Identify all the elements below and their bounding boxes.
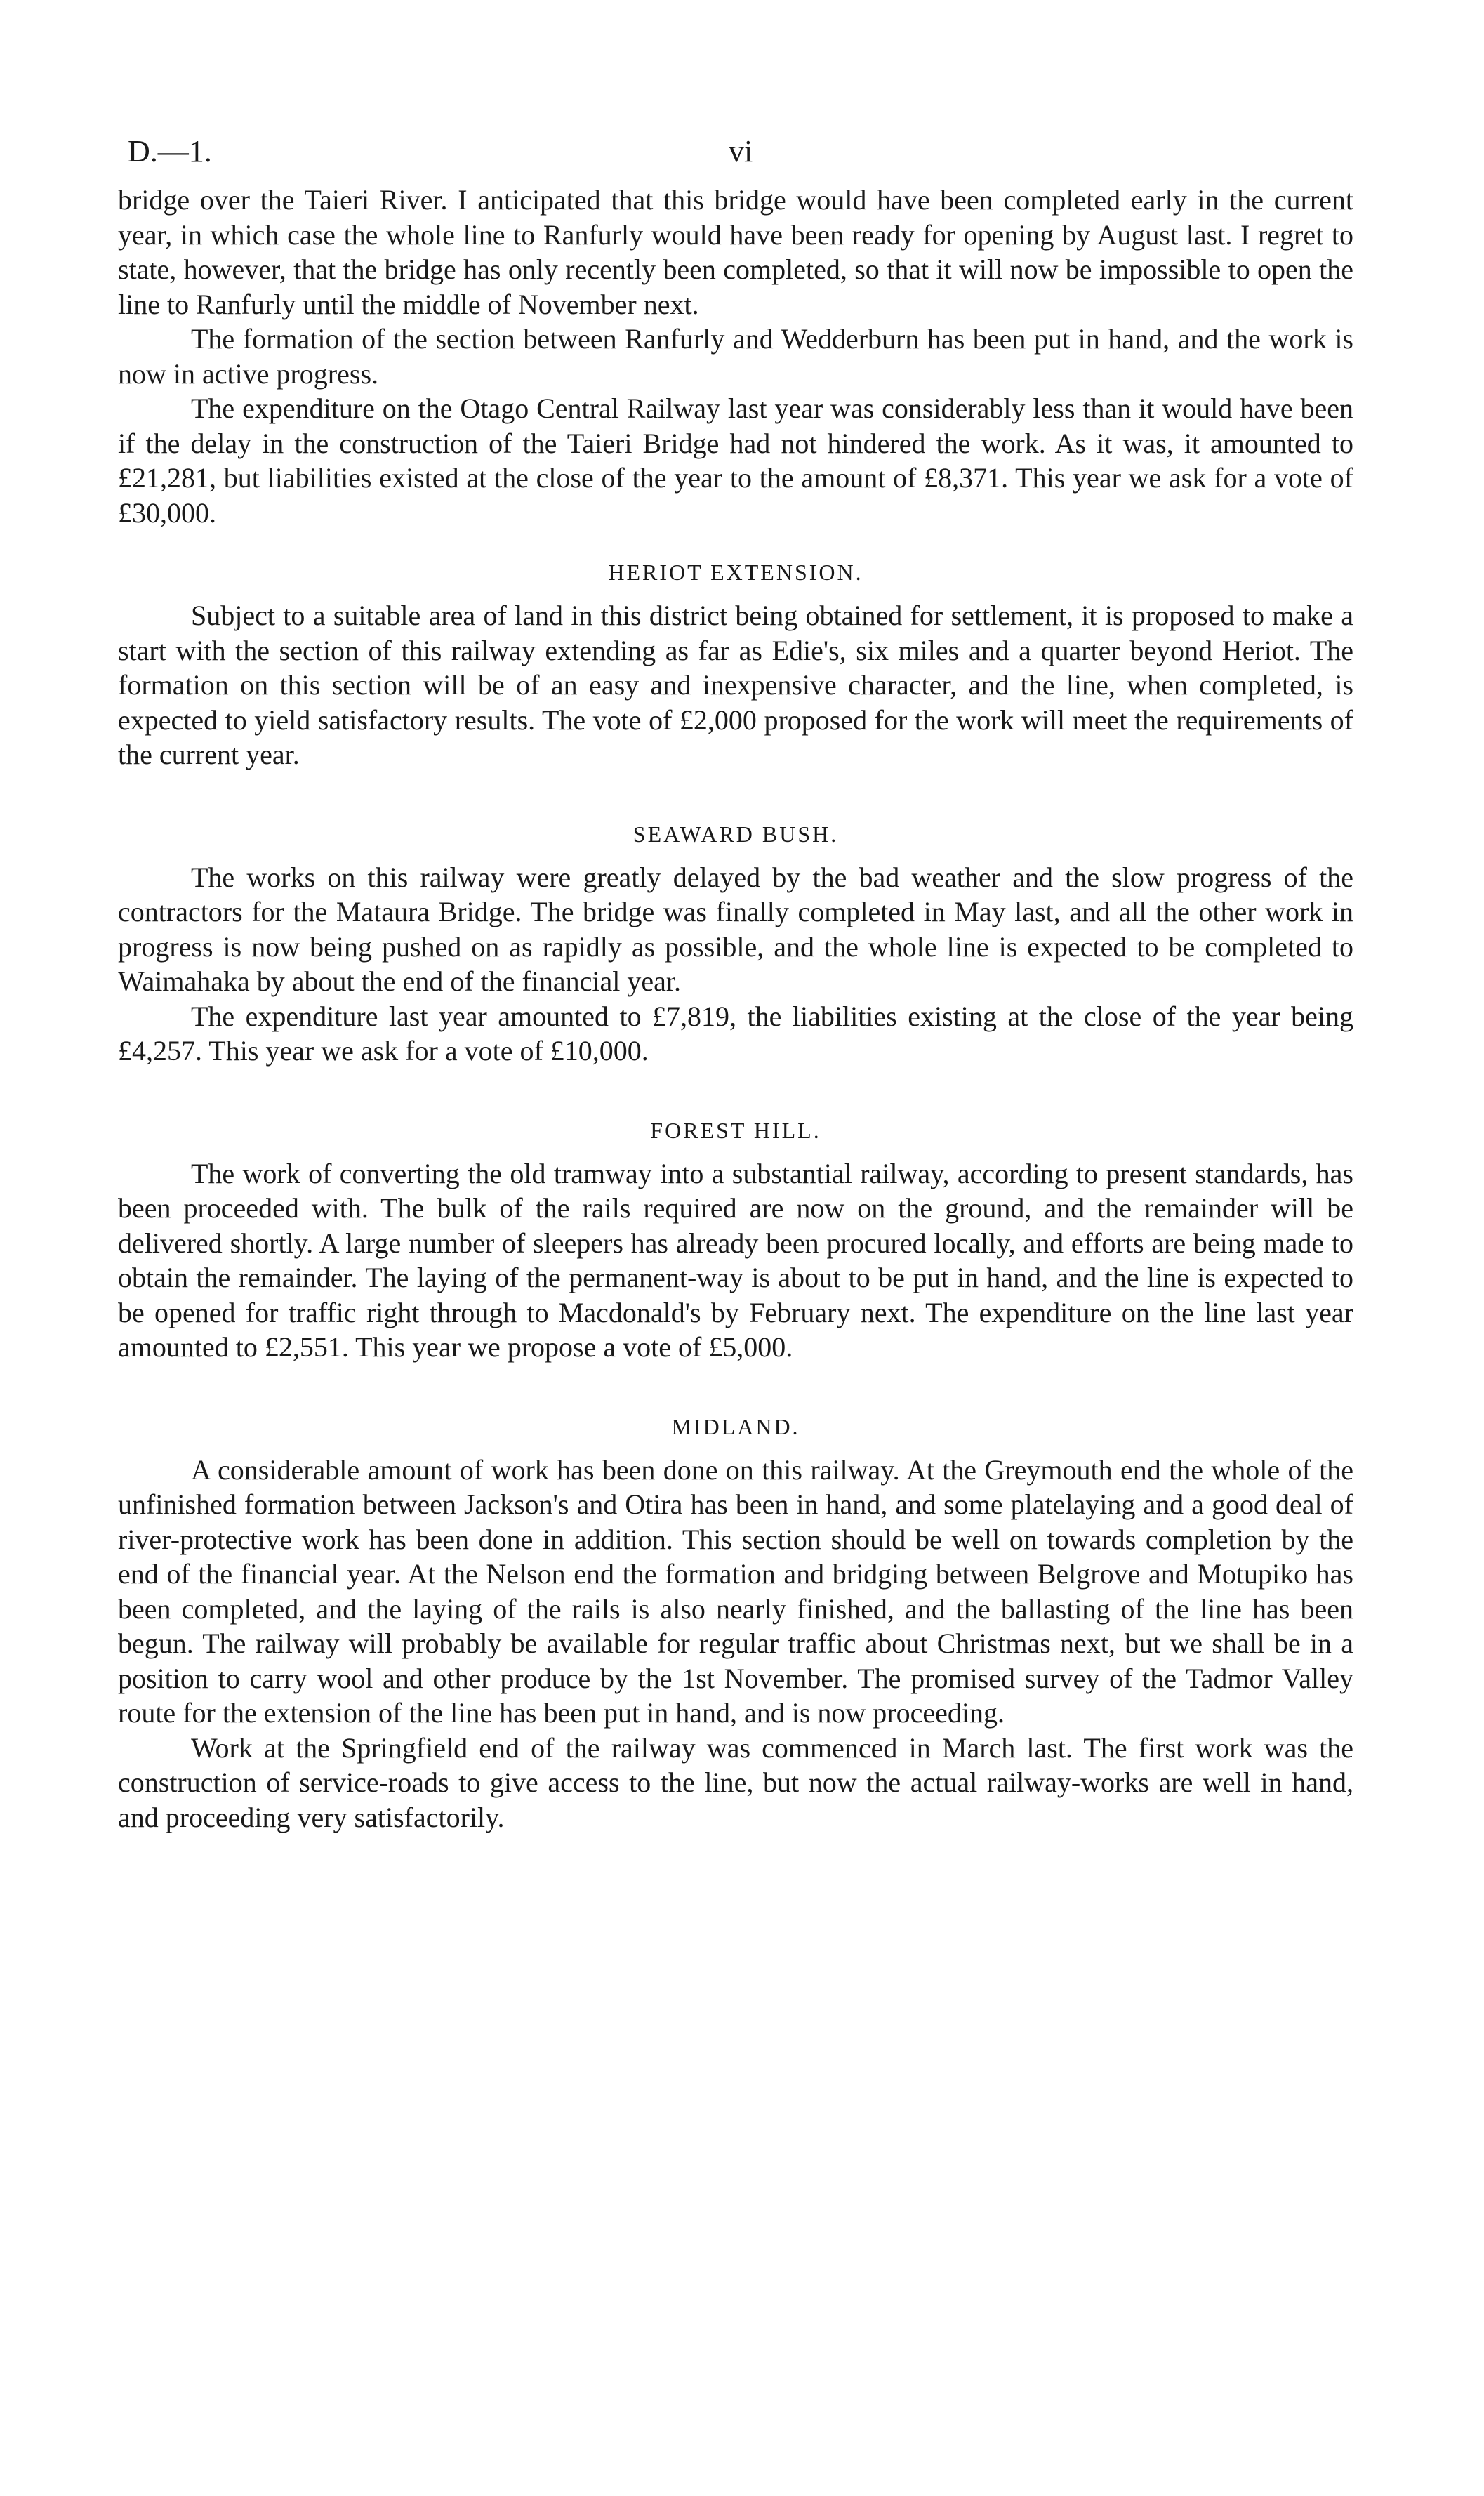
seaward-paragraph-1: The works on this railway were greatly delayed by the bad weather and the slow progress of the contractors for the Mataura Bridge. The bridge was finally completed in May last, and all the other work in progress is now being pushed on as rapidly as possible, and the whole line is expected to be completed to Waimahaka by about the end of the financial year. <box>118 861 1353 997</box>
document-code: D.—1. <box>128 134 212 169</box>
forest-paragraph-1: The work of converting the old tramway into a substantial railway, according to present standards, has been proceeded with. The bulk of the rails required are now on the ground, and the remainder will be delivered shortly. A large number of sleepers has already been procured locally, and efforts are being made to obtain the remainder. The laying of the permanent-way is about to be put in hand, and the line is expected to be opened for traffic right through to Macdonald's by February next. The expenditure on the line last year amounted to £2,551. This year we propose a vote of £5,000. <box>118 1157 1353 1363</box>
document-page <box>118 119 1353 1835</box>
section-heading-forest-hill: FOREST HILL. <box>650 1117 821 1143</box>
section-heading-midland: MIDLAND. <box>671 1413 800 1439</box>
section-heading-heriot-extension: HERIOT EXTENSION. <box>608 560 863 585</box>
section-heading-seaward-bush: SEAWARD BUSH. <box>632 821 839 847</box>
midland-paragraph-1: A considerable amount of work has been done on this railway. At the Greymouth end the whole of the unfinished formation between Jackson's and Otira has been in hand, and some platelaying and a good deal of river-protective work has been done in addition. This section should be well on towards completion by the end of the financial year. At the Nelson end the formation and bridging between Belgrove and Motupiko has been completed, and the laying of the rails is also nearly finished, and the ballasting of the line has been begun. The railway will probably be available for regular traffic about Christmas next, but we shall be in a position to carry wool and other produce by the 1st November. The promised survey of the Tadmor Valley route for the extension of the line has been put in hand, and is now proceeding. <box>118 1453 1353 1729</box>
midland-paragraph-2: Work at the Springfield end of the railway was commenced in March last. The first work was the construction of service-roads to give access to the line, but now the actual railway-works are well in hand, and proceeding very satisfactorily. <box>118 1731 1353 1833</box>
heriot-paragraph-1: Subject to a suitable area of land in this district being obtained for settlement, it is proposed to make a start with the section of this railway extending as far as Edie's, six miles and a quarter beyond Heriot. The formation on this section will be of an easy and inexpensive character, and the line, when completed, is expected to yield satisfactory results. The vote of £2,000 proposed for the work will meet the requirements of the current year. <box>118 600 1353 770</box>
intro-paragraph-3: The expenditure on the Otago Central Railway last year was considerably less than it would have been if the delay in the construction of the Taieri Bridge had not hindered the work. As it was, it amounted to £21,281, but liabilities existed at the close of the year to the amount of £8,371. This year we ask for a vote of £30,000. <box>118 392 1353 529</box>
running-header <box>118 119 1353 183</box>
seaward-paragraph-2: The expenditure last year amounted to £7,819, the liabilities existing at the close of the year being £4,257. This year we ask for a vote of £10,000. <box>118 1000 1353 1067</box>
intro-paragraph-2: The formation of the section between Ranfurly and Wedderburn has been put in hand, and the work is now in active progress. <box>118 323 1353 390</box>
intro-paragraph-1: bridge over the Taieri River. I anticipated that this bridge would have been completed early in the current year, in which case the whole line to Ranfurly would have been ready for opening by August last. I regret to state, however, that the bridge has only recently been completed, so that it will now be impossible to open the line to Ranfurly until the middle of November next. <box>118 184 1353 320</box>
page-number: vi <box>729 134 753 169</box>
